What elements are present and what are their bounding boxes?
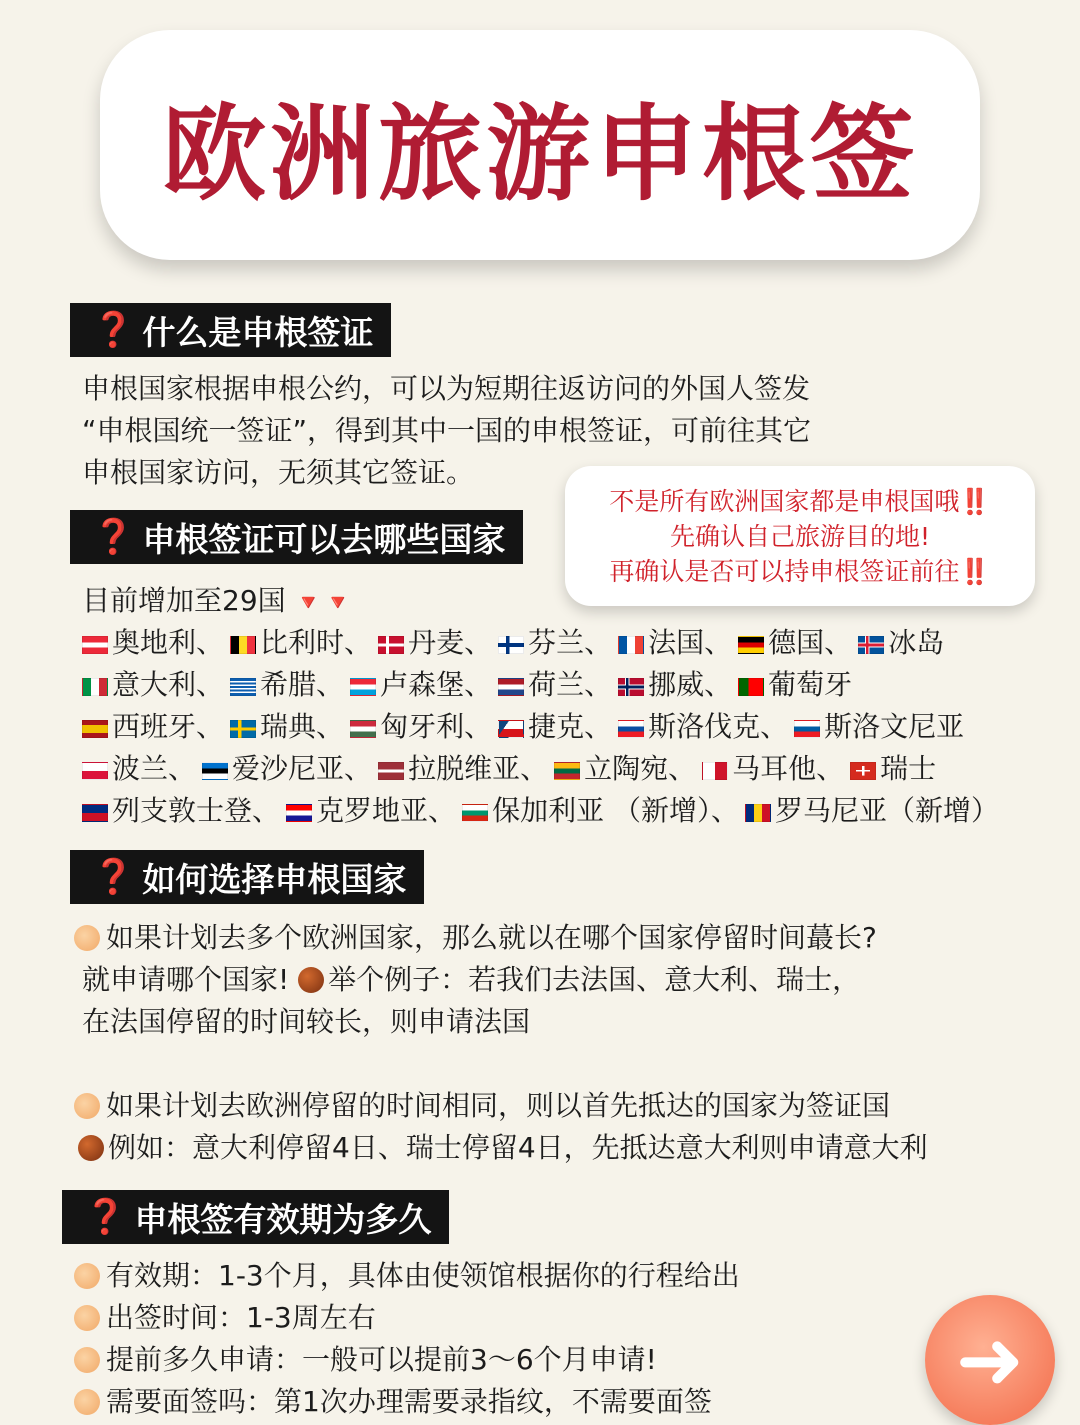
country-name: 波兰 <box>112 752 169 785</box>
choose-line-1 <box>74 917 877 959</box>
country-separator: 、 <box>584 626 613 659</box>
note-line: 不是所有欧洲国家都是申根国哦‼️ <box>609 486 991 516</box>
country-separator: 、 <box>196 668 225 701</box>
section-heading-text: 申根签证可以去哪些国家 <box>142 519 506 559</box>
text-line: 需要面签吗：第1次办理需要录指纹，不需要面签 <box>106 1385 712 1418</box>
question-icon: ❓ <box>92 857 135 897</box>
country-separator: 、 <box>428 794 457 827</box>
bulgaria-flag-icon <box>462 804 488 822</box>
country-separator: 、 <box>520 752 549 785</box>
country-separator: 、 <box>252 794 281 827</box>
country-separator: 、 <box>704 668 733 701</box>
poland-flag-icon <box>82 762 108 780</box>
section-heading-countries <box>70 510 523 564</box>
malta-flag-icon <box>702 762 728 780</box>
country-name: 瑞士 <box>880 752 937 785</box>
iceland-flag-icon <box>858 636 884 654</box>
validity-item <box>74 1255 740 1297</box>
country-name: 丹麦 <box>408 626 465 659</box>
choose-line-5 <box>78 1127 928 1169</box>
country-name: 瑞典 <box>260 710 317 743</box>
romania-flag-icon <box>745 804 771 822</box>
next-page-button[interactable] <box>925 1295 1055 1425</box>
text-line: 如果计划去多个欧洲国家，那么就以在哪个国家停留时间蕞长? <box>106 921 877 954</box>
section-heading-what-is <box>70 303 391 357</box>
country-row <box>82 748 942 790</box>
country-separator: 、 <box>464 626 493 659</box>
text-line: 出签时间：1-3周左右 <box>106 1301 376 1334</box>
estonia-flag-icon <box>202 762 228 780</box>
country-separator: 、 <box>344 752 373 785</box>
country-name: 法国 <box>648 626 705 659</box>
hungary-flag-icon <box>350 720 376 738</box>
country-name: 希腊 <box>260 668 317 701</box>
norway-flag-icon <box>618 678 644 696</box>
greece-flag-icon <box>230 678 256 696</box>
choose-line-3 <box>82 1001 530 1043</box>
country-separator: 、 <box>668 752 697 785</box>
question-icon: ❓ <box>84 1197 127 1237</box>
czechia-flag-icon <box>498 720 524 738</box>
country-name: 冰岛 <box>888 626 945 659</box>
country-row <box>82 664 858 706</box>
validity-item <box>74 1339 657 1381</box>
validity-item <box>74 1297 376 1339</box>
country-separator: 、 <box>316 668 345 701</box>
country-name: 葡萄牙 <box>768 668 853 701</box>
country-separator: 、 <box>196 626 225 659</box>
country-name: 奥地利 <box>112 626 197 659</box>
choose-line-2 <box>82 959 860 1001</box>
section-heading-text: 申根签有效期为多久 <box>134 1199 432 1239</box>
country-name: 拉脱维亚 <box>408 752 521 785</box>
netherlands-flag-icon <box>498 678 524 696</box>
lithuania-flag-icon <box>554 762 580 780</box>
country-name: 罗马尼亚（新增） <box>774 794 999 827</box>
country-name: 芬兰 <box>528 626 585 659</box>
sweden-flag-icon <box>230 720 256 738</box>
finland-flag-icon <box>498 636 524 654</box>
note-line: 再确认是否可以持申根签证前往‼️ <box>609 556 991 586</box>
country-count-line <box>82 580 353 625</box>
denmark-flag-icon <box>378 636 404 654</box>
country-row <box>82 706 970 748</box>
orange-dot-icon <box>74 1263 100 1289</box>
orange-dot-icon <box>74 1389 100 1415</box>
country-separator: 、 <box>344 626 373 659</box>
luxembourg-flag-icon <box>350 678 376 696</box>
latvia-flag-icon <box>378 762 404 780</box>
belgium-flag-icon <box>230 636 256 654</box>
arrow-right-icon: ➜ <box>955 1312 1025 1408</box>
country-name: 西班牙 <box>112 710 197 743</box>
country-name: 立陶宛 <box>584 752 669 785</box>
slovenia-flag-icon <box>794 720 820 738</box>
text-line: “申根国统一签证”，得到其中一国的申根签证，可前往其它 <box>82 414 812 447</box>
orange-dot-icon <box>74 1305 100 1331</box>
liechtenstein-flag-icon <box>82 804 108 822</box>
text-line: 就申请哪个国家! <box>82 963 290 996</box>
country-separator: 、 <box>584 710 613 743</box>
choose-line-4 <box>74 1085 890 1127</box>
country-row <box>82 790 1005 832</box>
country-separator: 、 <box>196 710 225 743</box>
question-icon: ❓ <box>92 310 135 350</box>
austria-flag-icon <box>82 636 108 654</box>
slovakia-flag-icon <box>618 720 644 738</box>
orange-dot-icon <box>74 925 100 951</box>
text-line: 提前多久申请：一般可以提前3～6个月申请! <box>106 1343 657 1376</box>
text-line: 申根国家根据申根公约，可以为短期往返访问的外国人签发 <box>82 372 811 405</box>
country-name: 爱沙尼亚 <box>232 752 345 785</box>
country-separator: 、 <box>704 626 733 659</box>
country-separator: 、 <box>710 794 739 827</box>
country-name: 匈牙利 <box>380 710 465 743</box>
country-name: 比利时 <box>260 626 345 659</box>
country-separator: 、 <box>584 668 613 701</box>
orange-dot-icon <box>74 1347 100 1373</box>
country-name: 卢森堡 <box>380 668 465 701</box>
validity-item <box>74 1381 712 1423</box>
section-heading-text: 什么是申根签证 <box>142 312 374 352</box>
section-heading-text: 如何选择申根国家 <box>142 859 407 899</box>
country-name: 捷克 <box>528 710 585 743</box>
section-heading-choose <box>70 850 424 904</box>
country-row <box>82 622 950 664</box>
spain-flag-icon <box>82 720 108 738</box>
page-title: 欧洲旅游申根签 <box>161 93 918 215</box>
country-separator: 、 <box>760 710 789 743</box>
country-separator: 、 <box>464 668 493 701</box>
text-line: 申根国家访问，无须其它签证。 <box>82 456 475 489</box>
country-name: 挪威 <box>648 668 705 701</box>
basketball-icon <box>78 1135 104 1161</box>
country-name: 克罗地亚 <box>316 794 429 827</box>
country-name: 保加利亚 （新增） <box>492 794 711 827</box>
section-heading-validity <box>62 1190 449 1244</box>
germany-flag-icon <box>738 636 764 654</box>
country-separator: 、 <box>824 626 853 659</box>
country-separator: 、 <box>816 752 845 785</box>
text-line: 举个例子：若我们去法国、意大利、瑞士， <box>328 963 861 996</box>
note-line: 先确认自己旅游目的地! <box>669 521 931 551</box>
text-line: 有效期：1-3个月，具体由使领馆根据你的行程给出 <box>106 1259 740 1292</box>
croatia-flag-icon <box>286 804 312 822</box>
country-separator: 、 <box>168 752 197 785</box>
country-separator: 、 <box>316 710 345 743</box>
text-line: 如果计划去欧洲停留的时间相同，则以首先抵达的国家为签证国 <box>106 1089 891 1122</box>
switzerland-flag-icon <box>850 762 876 780</box>
text-line: 例如：意大利停留4日、瑞士停留4日，先抵达意大利则申请意大利 <box>108 1131 928 1164</box>
text-line: 在法国停留的时间较长，则申请法国 <box>82 1005 531 1038</box>
reminder-note <box>565 466 1035 606</box>
title-card <box>100 30 980 260</box>
country-name: 列支敦士登 <box>112 794 253 827</box>
orange-dot-icon <box>74 1093 100 1119</box>
country-name: 荷兰 <box>528 668 585 701</box>
country-name: 斯洛伐克 <box>648 710 761 743</box>
country-separator: 、 <box>464 710 493 743</box>
portugal-flag-icon <box>738 678 764 696</box>
france-flag-icon <box>618 636 644 654</box>
country-name: 德国 <box>768 626 825 659</box>
basketball-icon <box>298 967 324 993</box>
italy-flag-icon <box>82 678 108 696</box>
question-icon: ❓ <box>92 517 135 557</box>
country-name: 马耳他 <box>732 752 817 785</box>
down-triangle-icon: 🔻🔻 <box>294 591 354 616</box>
country-count-text: 目前增加至29国 <box>82 584 286 617</box>
country-name: 意大利 <box>112 668 197 701</box>
country-name: 斯洛文尼亚 <box>824 710 965 743</box>
